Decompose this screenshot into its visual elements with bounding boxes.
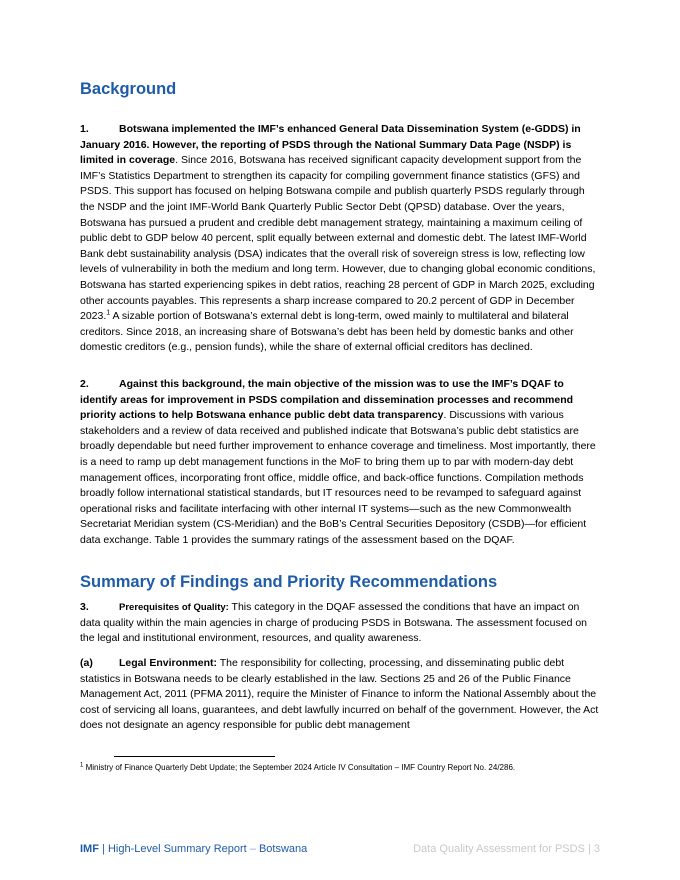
paragraph-number: 1. bbox=[80, 123, 89, 135]
footer-country: Botswana bbox=[258, 843, 308, 855]
paragraph-a-text: The responsibility for collecting, processing, and disseminating public debt statistics in Botswana needs to be clearly established in the law. Sections 25 and 26 of the Public Finance Management Act, 2011 (PFMA 2011), require the Minister of Finance to inform the National Assembly about the cost of servicing all loans, guarantees, and debt lawfully incurred on behalf of the government. However, the Act does not designate an agency responsible for public debt management bbox=[80, 657, 599, 732]
paragraph-1-text-a: . Since 2016, Botswana has received significant capacity development support from the IMF’s Statistics Department to strengthen its capacity for compiling government finance statistics (GFS) and PSDS. This support has focused on helping Botswana compile and publish quarterly PSDS regularly through the NSDP and the joint IMF-World Bank Quarterly Public Sector Debt (QPSD) database. Over the years, Botswana has pursued a prudent and credible debt management strategy, maintaining a maximum ceiling of public debt to GDP below 40 percent, split equally between external and domestic debt. The latest IMF-World Bank debt sustainability analysis (DSA) indicates that the overall risk of sovereign stress is low, reflecting low levels of vulnerability in both the medium and long term. However, due to changing global economic conditions, Botswana has started experiencing spikes in debt ratios, reaching 28 percent of GDP in March 2025, excluding other accounts payables. This represents a sharp increase compared to 20.2 percent of GDP in December 2023. bbox=[80, 154, 596, 323]
paragraph-number: 2. bbox=[80, 378, 89, 390]
footer-report-title: High-Level Summary Report bbox=[107, 843, 247, 855]
paragraph-a bbox=[80, 656, 602, 734]
paragraph-1-text-b: A sizable portion of Botswana’s external debt is long-term, owed mainly to multilateral and bilateral creditors. Since 2018, an increasing share of Botswana’s debt has been held by domestic banks and other domestic creditors (e.g., pension funds), while the share of external official creditors has declined. bbox=[80, 310, 574, 354]
footnote-marker: 1 bbox=[80, 762, 84, 769]
paragraph-3-text: This category in the DQAF assessed the conditions that have an impact on data quality within the main agencies in charge of producing PSDS in Botswana. The assessment focused on the legal and institutional environment, resources, and quality awareness. bbox=[80, 601, 588, 645]
footnote-divider bbox=[114, 756, 275, 757]
footer-left bbox=[80, 842, 307, 856]
paragraph-letter: (a) bbox=[80, 657, 93, 669]
footnote-reference[interactable]: 1 bbox=[106, 309, 111, 317]
heading-background: Background bbox=[80, 80, 177, 98]
heading-summary: Summary of Findings and Priority Recommendations bbox=[80, 573, 498, 591]
paragraph-3-lead: Prerequisites of Quality: bbox=[119, 602, 229, 613]
paragraph-2-text: . Discussions with various stakeholders and a review of data received and published indicate that Botswana’s public debt statistics are broadly dependable but need further improvement to enhance coverage and timeliness. Most importantly, there is a need to ramp up debt management functions in the MoF to bring them up to par with modern-day debt management offices, incorporating front office, middle office, and back-office functions. Compilation methods broadly follow international statistical standards, but IT resources need to be revamped to safeguard against operational risks and facilitate interfacing with other internal IT systems—such as the new Commonwealth Secretariat Meridian system (CS-Meridian) and the BoB’s Central Securities Depository (CSDB)—for efficient data exchange. Table 1 provides the summary ratings of the assessment based on the DQAF. bbox=[80, 409, 596, 546]
paragraph-2-lead: Against this background, the main objective of the mission was to use the IMF’s DQAF to identify areas for improvement in PSDS compilation and dissemination processes and recommend priority actions to help Botswana enhance public debt data transparency bbox=[80, 378, 574, 422]
paragraph-3 bbox=[80, 600, 602, 647]
footnote bbox=[80, 762, 610, 773]
footer-imf-label: IMF bbox=[80, 843, 99, 855]
footer-dash: – bbox=[246, 843, 259, 855]
footer-page-label: Data Quality Assessment for PSDS | 3 bbox=[413, 843, 600, 855]
paragraph-a-lead: Legal Environment: bbox=[119, 657, 218, 669]
paragraph-2 bbox=[80, 377, 602, 549]
paragraph-1-lead: Botswana implemented the IMF’s enhanced General Data Dissemination System (e-GDDS) in January 2016. However, the reporting of PSDS through the National Summary Data Page (NSDP) is limited in coverage bbox=[80, 123, 581, 167]
paragraph-1 bbox=[80, 122, 602, 356]
footnote-text: Ministry of Finance Quarterly Debt Update; the September 2024 Article IV Consultation – IMF Country Report No. 24/286. bbox=[83, 763, 516, 772]
footer-separator: | bbox=[98, 843, 108, 855]
paragraph-number: 3. bbox=[80, 601, 89, 613]
